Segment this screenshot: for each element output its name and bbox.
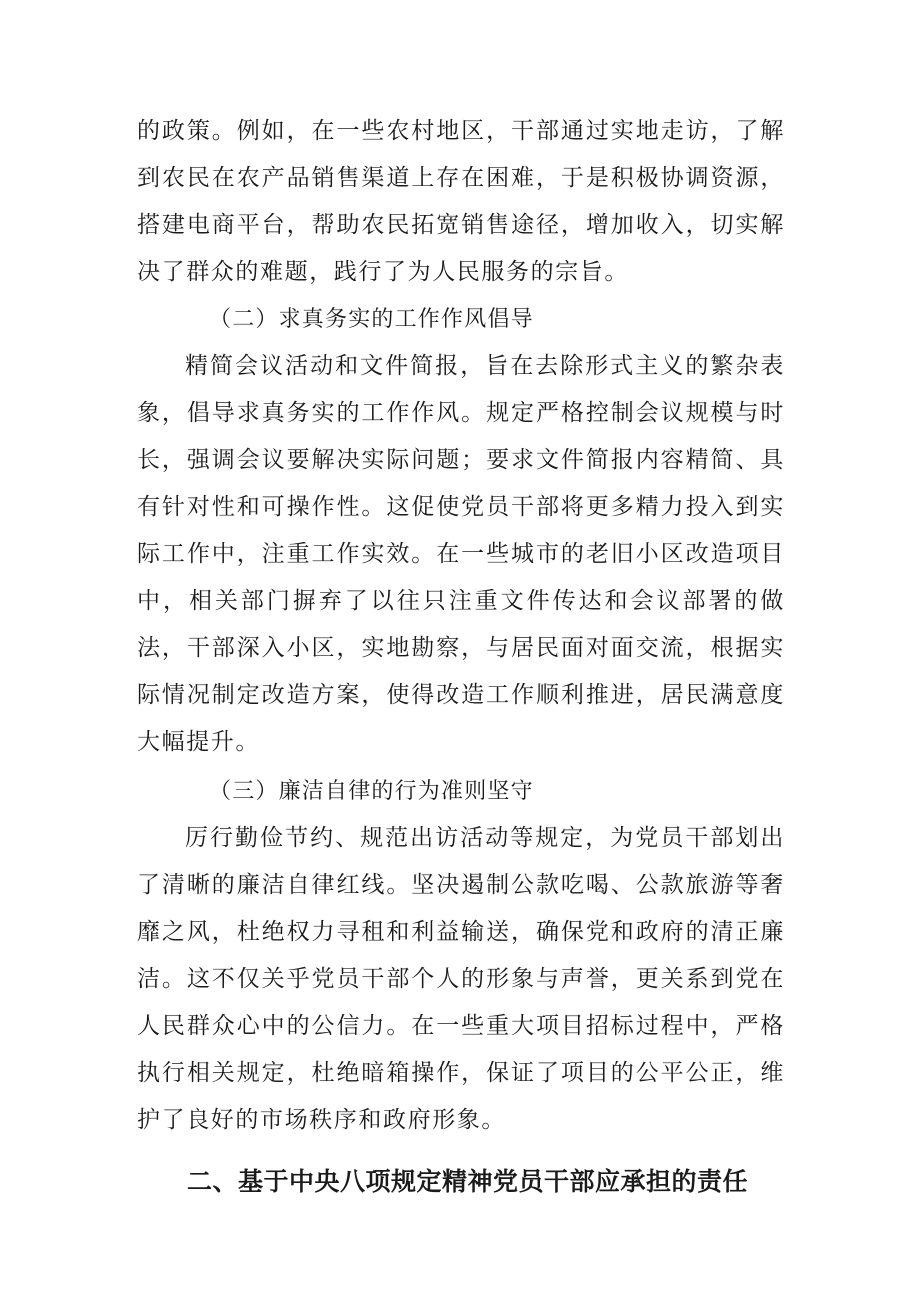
paragraph-integrity: 厉行勤俭节约、规范出访活动等规定，为党员干部划出了清晰的廉洁自律红线。坚决遏制公款吃喝、公款旅游等奢靡之风，杜绝权力寻租和利益输送，确保党和政府的清正廉洁。这不仅关乎党员干部个人的形象与声誉，更关系到党在人民群众心中的公信力。在一些重大项目招标过程中，严格执行相关规定，杜绝暗箱操作，保证了项目的公平公正，维护了良好的市场秩序和政府形象。	[137, 825, 785, 1133]
paragraph-work-style: 精简会议活动和文件简报，旨在去除形式主义的繁杂表象，倡导求真务实的工作作风。规定严格控制会议规模与时长，强调会议要解决实际问题；要求文件简报内容精简、具有针对性和可操作性。这促使党员干部将更多精力投入到实际工作中，注重工作实效。在一些城市的老旧小区改造项目中，相关部门摒弃了以往只注重文件传达和会议部署的做法，干部深入小区，实地勘察，与居民面对面交流，根据实际情况制定改造方案，使得改造工作顺利推进，居民满意度大幅提升。	[137, 353, 785, 755]
subheading-work-style: （二）求真务实的工作作风倡导	[209, 307, 534, 332]
subheading-integrity: （三）廉洁自律的行为准则坚守	[209, 779, 534, 804]
paragraph-continued: 的政策。例如，在一些农村地区，干部通过实地走访，了解到农民在农产品销售渠道上存在困难，于是积极协调资源，搭建电商平台，帮助农民拓宽销售途径，增加收入，切实解决了群众的难题，践行了为人民服务的宗旨。	[137, 118, 785, 285]
document-page	[137, 108, 785, 1206]
section-heading-responsibilities: 二、基于中央八项规定精神党员干部应承担的责任	[187, 1167, 749, 1196]
